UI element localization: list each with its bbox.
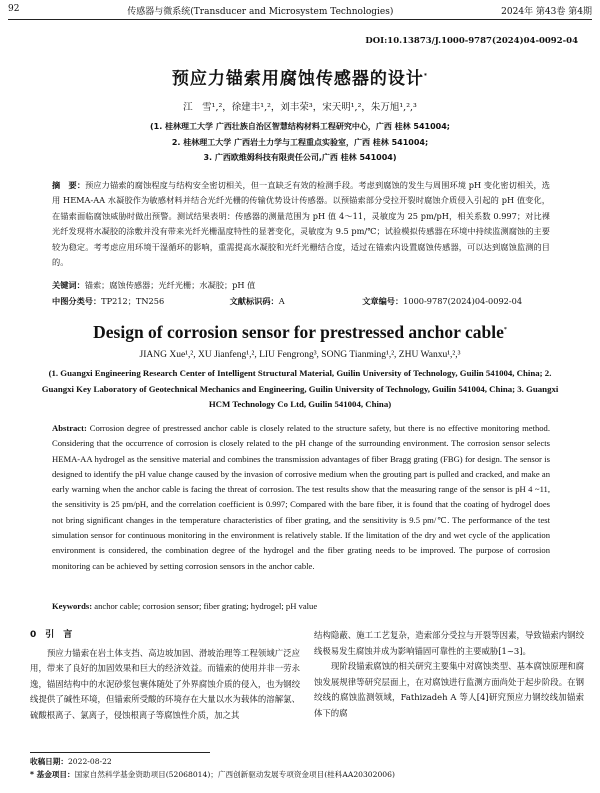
zh-keywords bbox=[52, 280, 255, 291]
body-paragraph: 预应力锚索在岩土体支挡、高边坡加固、滑坡治理等工程领域广泛应用，带来了良好的加固效果和巨大的经济效益。而锚索的使用并非一劳永逸，锚固结构中的水泥砂浆包裹体随处了外界腐蚀介质的侵入，也为钢绞线提供了碱性环境，但锚索所受酸的环境存在大量以水为载体的溶解氯、硫酸根离子、氯离子，侵蚀根离子等腐蚀性介质，加之其 bbox=[30, 647, 300, 720]
en-abstract-label: Abstract: bbox=[52, 423, 87, 433]
en-keywords bbox=[52, 601, 317, 611]
body-paragraph: 现阶段锚索腐蚀的相关研究主要集中对腐蚀类型、基本腐蚀原理和腐蚀发展规律等研究层面上，在对腐蚀进行监测方面尚处于起步阶段。在钢绞线的腐蚀监测领域，Fathizadeh A 等人[4]研究预应力钢绞线加锚索体下的腐 bbox=[314, 661, 584, 718]
zh-classification bbox=[52, 296, 552, 307]
footnote-rule bbox=[30, 752, 210, 753]
zh-title-mark: * bbox=[423, 72, 429, 80]
received-label: 收稿日期： bbox=[30, 757, 68, 766]
zh-abstract-label: 摘 要： bbox=[52, 180, 86, 190]
fund-label: * 基金项目： bbox=[30, 770, 75, 779]
en-abstract bbox=[52, 421, 550, 574]
zh-title bbox=[0, 64, 600, 89]
doc-code-label: 文献标识码： bbox=[229, 296, 279, 306]
en-affiliations: (1. Guangxi Engineering Research Center of Intelligent Structural Material, Guilin University of Technology, Guilin 541004, China; 2. Guangxi Key Laboratory of Geotechnical Mechanics and Engineering, Guilin University of Technology, Guilin 541004, China; 3. Guangxi HCM Technology Co Ltd, Guilin 541004, China) bbox=[41, 368, 559, 409]
zh-authors: 江 雪¹,²，徐建丰¹,²，刘丰荣³，宋天明¹,²，朱万旭¹,²,³ bbox=[183, 102, 417, 113]
zh-affiliations bbox=[0, 119, 600, 166]
en-title-mark: * bbox=[503, 327, 507, 334]
article-no-value: 1000-9787(2024)04-0092-04 bbox=[403, 296, 523, 306]
journal-name: 传感器与微系统(Transducer and Microsystem Technologies) bbox=[127, 7, 394, 17]
en-authors: JIANG Xue¹,², XU Jianfeng¹,², LIU Fengrong³, SONG Tianming¹,², ZHU Wanxu¹,²,³ bbox=[139, 350, 461, 360]
body-right-column bbox=[314, 628, 584, 722]
zh-keywords-label: 关键词： bbox=[52, 280, 85, 290]
en-title bbox=[0, 322, 600, 343]
zh-keywords-text: 锚索；腐蚀传感器；光纤光栅；水凝胶；pH 值 bbox=[84, 280, 256, 290]
zh-abstract-text: 预应力锚索的腐蚀程度与结构安全密切相关，但一直缺乏有效的检测手段。考虑到腐蚀的发生与周围环境 pH 变化密切相关，选用 HEMA-AA 水凝胶作为敏感材料并结合光纤光栅的传输优势设计传感器。以预锚索部分受拉开裂时腐蚀介质侵入引起的 pH 值变化，在锚索面临腐蚀威胁时做出预警。测试结果表明：传感器的测量范围为 pH 值 4～11，灵敏度为 25 pm/pH，相关系数 0.997；对比裸光纤发现将水凝胶的涂敷并没有带来光纤光栅温度特性的显著变化，灵敏度为 9.5 pm/℃；试验模拟传感器在环境中持续监测腐蚀的主要较为稳定。考考虑应用环境干湿循环的影响，重需提高水凝胶和光纤光栅结合度，适过在锚索内设置腐蚀传感器，可以达到腐蚀监测的目的。 bbox=[52, 180, 550, 268]
footnotes bbox=[30, 755, 570, 781]
issue-info: 2024年 第43卷 第4期 bbox=[501, 7, 592, 17]
zh-affiliation-line: 2. 桂林理工大学 广西岩土力学与工程重点实验室，广西 桂林 541004; bbox=[171, 137, 429, 147]
page-number: 92 bbox=[8, 4, 20, 14]
header-rule bbox=[8, 19, 592, 20]
body-paragraph: 结构隐蔽、施工工艺复杂，造索部分受拉与开裂等因素，导致锚索内钢绞线极易发生腐蚀并成为影响锚固可靠性的主要威胁[1~3]。 bbox=[314, 630, 584, 656]
class-label: 中图分类号： bbox=[52, 296, 102, 306]
zh-abstract bbox=[52, 178, 550, 270]
zh-title-text: 预应力锚索用腐蚀传感器的设计 bbox=[171, 69, 424, 89]
received-date bbox=[30, 755, 570, 768]
fund-value: 国家自然科学基金资助项目(52068014)；广西创新驱动发展专项资金项目(桂科AA20302006) bbox=[74, 770, 395, 779]
en-keywords-label: Keywords: bbox=[52, 601, 93, 611]
en-abstract-text: Corrosion degree of prestressed anchor cable is closely related to the structure safety, but there is no effective monitoring method. Considering that the occurrence of corrosion is closely related to the pH change of the surrounding environment. The corrosion sensor selects HEMA-AA hydrogel as the sensitive material and combines the transmission advantages of fiber Bragg grating (FBG) for design. The sensor is designed to identify the pH value change caused by the invasion of corrosive medium when the grouting part is pulled and cracked, and make an early warning when the anchor cable is facing the threat of corrosion. The test results show that the measuring range of the sensor is pH 4 ~11, the sensitivity is 25 pm/pH, and the correlation coefficient is 0.997; Compared with the bare fiber, it is found that the coating of hydrogel does not bring significant changes in the temperature characteristics of fiber grating, and the sensitivity is 9.5 pm/℃. The performance of the test simulation sensor for continuous monitoring in the environment is relatively stable. If the limitation of the dry and wet cycle of the application environment is considered, the combination degree of the hydrogel and the fiber grating needs to be improved. The purpose of corrosion monitoring can be achieved by setting corrosion sensors in the anchor cable. bbox=[52, 423, 550, 571]
article-no-label: 文章编号： bbox=[362, 296, 404, 306]
doi: DOI:10.13873/J.1000-9787(2024)04-0092-04 bbox=[365, 36, 578, 46]
received-value: 2022-08-22 bbox=[67, 757, 112, 766]
class-value: TP212；TN256 bbox=[101, 296, 165, 306]
fund-note bbox=[30, 768, 570, 781]
body-left-column bbox=[30, 628, 300, 724]
en-title-text: Design of corrosion sensor for prestressed anchor cable bbox=[93, 322, 504, 342]
doc-code-value: A bbox=[278, 296, 285, 306]
zh-affiliation-line: 3. 广西欧维姆科技有限责任公司,广西 桂林 541004) bbox=[203, 153, 397, 162]
en-keywords-text: anchor cable; corrosion sensor; fiber grating; hydrogel; pH value bbox=[94, 601, 318, 611]
section-heading: 0 引 言 bbox=[30, 630, 73, 640]
running-header bbox=[8, 4, 592, 18]
zh-affiliation-line: (1. 桂林理工大学 广西壮族自治区智慧结构材料工程研究中心，广西 桂林 541004; bbox=[150, 122, 450, 131]
